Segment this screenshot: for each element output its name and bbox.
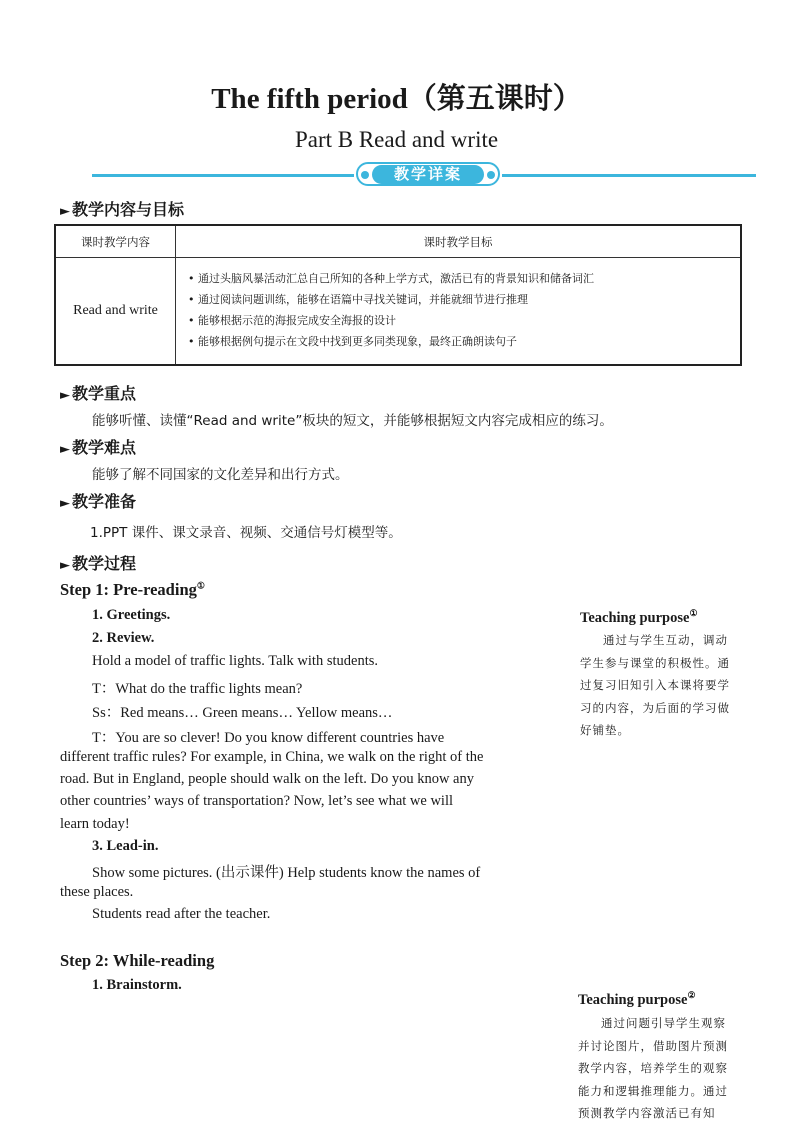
footnote-marker: ①	[196, 580, 205, 591]
side-note-line: 能力和逻辑推理能力。通过	[578, 1083, 728, 1098]
section-banner	[92, 160, 756, 190]
step1-title	[60, 580, 205, 600]
banner-dot-left	[361, 171, 369, 179]
step1-hold-text: Hold a model of traffic lights. Talk with students.	[92, 653, 378, 669]
key-points-text: 能够听懂、读懂“Read and write”板块的短文，并能够根据短文内容完成相应的练习。	[92, 413, 613, 429]
page-subtitle: Part B Read and write	[294, 127, 499, 152]
side-note-line: 预测教学内容激活已有知	[578, 1106, 716, 1120]
goals-table	[54, 224, 742, 366]
section-heading-label: 教学准备	[72, 492, 137, 511]
step1-students-answer: Ss：Red means… Green means… Yellow means…	[92, 705, 393, 721]
step1-teacher-line: different traffic rules? For example, in China, we walk on the right of the	[60, 749, 484, 765]
triangle-marker-icon: ►	[60, 204, 70, 219]
side-note-line: 好铺垫。	[580, 723, 630, 737]
side-note-text	[578, 1012, 750, 1125]
step1-leadin: 3. Lead-in.	[92, 838, 159, 854]
step1-teacher-line: other countries’ ways of transportation? Now, let’s see what we will	[60, 793, 454, 809]
goal-item: • 通过阅读问题训练，能够在语篇中寻找关键词，并能就细节进行推理	[188, 293, 528, 306]
section-heading-difficulties	[60, 435, 136, 458]
preparation-text: 1.PPT 课件、课文录音、视频、交通信号灯模型等。	[90, 525, 402, 541]
step1-show-line: Show some pictures. (出示课件) Help students know the names of	[92, 865, 481, 881]
step1-show-line: these places.	[60, 884, 134, 900]
footnote-marker: ②	[687, 990, 696, 1000]
step1-teacher-line: road. But in England, people should walk on the left. Do you know any	[60, 771, 474, 787]
side-note-line: 习的内容，为后面的学习做	[580, 700, 730, 715]
goals-table-header-row	[55, 225, 741, 258]
banner-dot-right	[487, 171, 495, 179]
goals-table-row	[55, 258, 741, 366]
goal-item: • 通过头脑风暴活动汇总自己所知的各种上学方式，激活已有的背景知识和储备词汇	[188, 272, 594, 285]
section-heading-key-points	[60, 381, 136, 404]
section-heading-process	[60, 551, 136, 574]
page-title: The fifth period（第五课时）	[211, 83, 582, 115]
step1-greetings: 1. Greetings.	[92, 607, 171, 623]
triangle-marker-icon: ►	[60, 442, 70, 457]
side-note-title	[580, 608, 698, 627]
section-heading-preparation	[60, 489, 136, 512]
side-note-line: 通过问题引导学生观察	[601, 1016, 726, 1030]
side-note-line: 教学内容，培养学生的观察	[578, 1061, 728, 1075]
step1-review: 2. Review.	[92, 630, 155, 646]
side-note-line: 通过与学生互动，调动	[603, 633, 728, 647]
footnote-marker: ①	[689, 608, 698, 618]
step1-teacher-line: T：You are so clever! Do you know different countries have	[92, 730, 445, 746]
goal-item: • 能够根据示范的海报完成安全海报的设计	[188, 314, 396, 327]
section-heading-content-goals	[60, 197, 184, 220]
side-note-title-text: Teaching purpose	[580, 609, 690, 626]
section-heading-label: 教学难点	[72, 438, 137, 457]
section-heading-label: 教学过程	[72, 554, 137, 573]
side-note-line: 并讨论图片，借助图片预测	[578, 1038, 728, 1053]
triangle-marker-icon: ►	[60, 496, 70, 511]
step2-title: Step 2: While-reading	[60, 951, 215, 970]
header-cell-goals: 课时教学目标	[176, 225, 742, 258]
triangle-marker-icon: ►	[60, 388, 70, 403]
step1-teacher-question: T：What do the traffic lights mean?	[92, 681, 303, 697]
side-note-text	[580, 629, 752, 742]
section-heading-label: 教学重点	[72, 384, 137, 403]
difficulties-text: 能够了解不同国家的文化差异和出行方式。	[92, 467, 349, 483]
side-note-line: 学生参与课堂的积极性。通	[580, 655, 730, 670]
banner-line-left	[92, 174, 354, 177]
goal-item: • 能够根据例句提示在文段中找到更多同类现象，最终正确朗读句子	[188, 335, 517, 348]
header-cell-content: 课时教学内容	[55, 225, 176, 258]
section-heading-label: 教学内容与目标	[72, 200, 185, 219]
side-note-title-text: Teaching purpose	[578, 991, 688, 1008]
banner-line-right	[502, 174, 756, 177]
banner-pill	[356, 162, 500, 186]
step1-read-after: Students read after the teacher.	[92, 906, 271, 922]
banner-label: 教学详案	[372, 165, 484, 184]
side-note-title	[578, 990, 696, 1009]
step1-title-text: Step 1: Pre-reading	[60, 580, 197, 599]
triangle-marker-icon: ►	[60, 558, 70, 573]
side-note-line: 过复习旧知引入本课将要学	[580, 678, 730, 692]
step2-brainstorm: 1. Brainstorm.	[92, 977, 182, 993]
lesson-content-cell: Read and write	[55, 258, 176, 366]
step1-teacher-line: learn today!	[60, 816, 130, 832]
lesson-goals-cell	[176, 258, 742, 366]
